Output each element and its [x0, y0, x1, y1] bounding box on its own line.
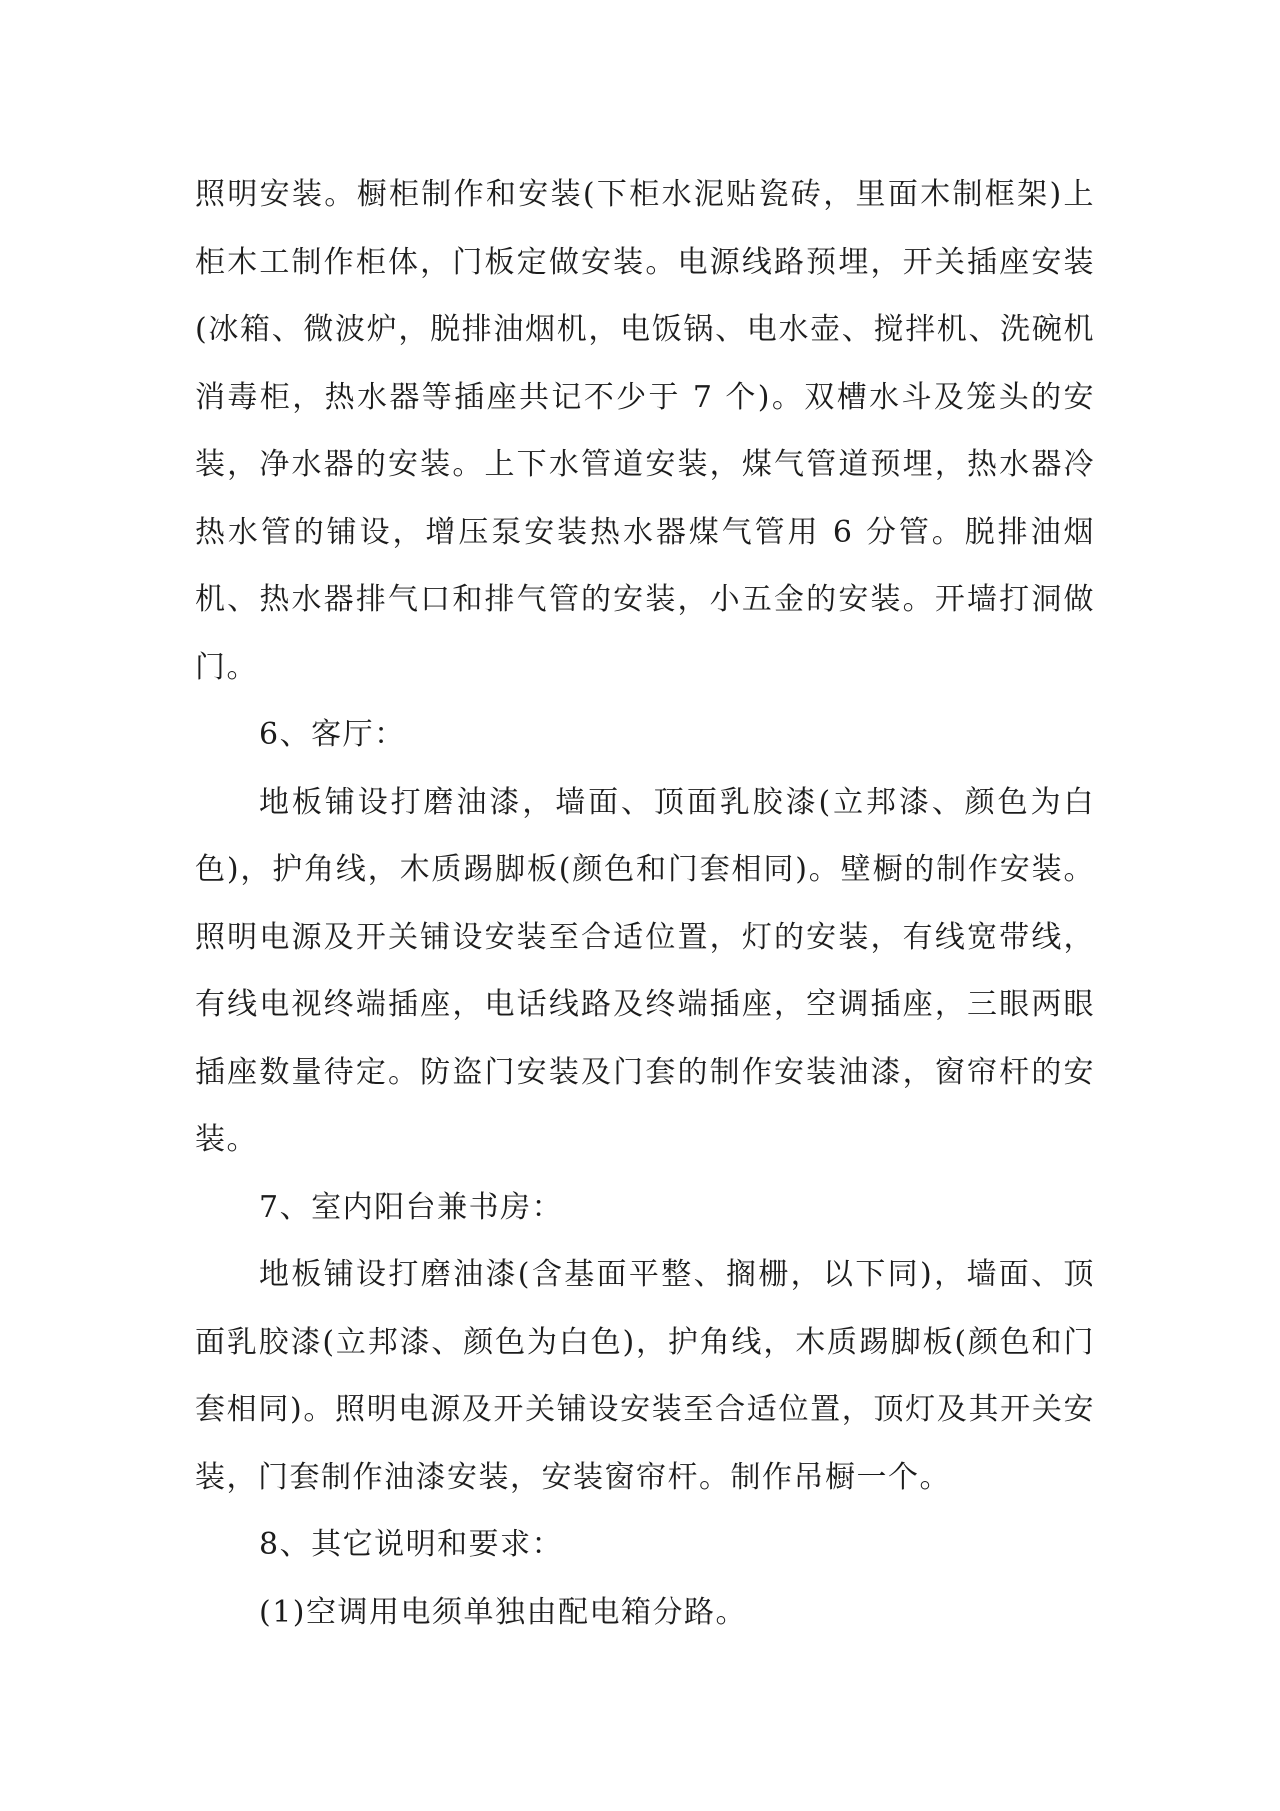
- note-item-1: (1)空调用电须单独由配电箱分路。: [259, 1594, 747, 1630]
- document-page: [195, 161, 1095, 1646]
- section-heading-other-notes: 8、其它说明和要求：: [259, 1527, 564, 1562]
- living-room-paragraph: 地板铺设打磨油漆，墙面、顶面乳胶漆(立邦漆、颜色为白色)，护角线，木质踢脚板(颜色和门套相同)。壁橱的制作安装。照明电源及开关铺设安装至合适位置，灯的安装，有线宽带线，有线电视终端插座，电话线路及终端插座，空调插座，三眼两眼插座数量待定。防盗门安装及门套的制作安装油漆，窗帘杆的安装。: [195, 784, 1095, 1157]
- balcony-study-paragraph: 地板铺设打磨油漆(含基面平整、搁栅，以下同)，墙面、顶面乳胶漆(立邦漆、颜色为白色)，护角线，木质踢脚板(颜色和门套相同)。照明电源及开关铺设安装至合适位置，顶灯及其开关安装，门套制作油漆安装，安装窗帘杆。制作吊橱一个。: [195, 1257, 1095, 1495]
- section-heading-living-room: 6、客厅：: [259, 717, 406, 752]
- section-heading-balcony-study: 7、室内阳台兼书房：: [259, 1189, 564, 1225]
- kitchen-continuation-paragraph: 照明安装。橱柜制作和安装(下柜水泥贴瓷砖，里面木制框架)上柜木工制作柜体，门板定做安装。电源线路预埋，开关插座安装(冰箱、微波炉，脱排油烟机，电饭锅、电水壶、搅拌机、洗碗机消毒柜，热水器等插座共记不少于 7 个)。双槽水斗及笼头的安装，净水器的安装。上下水管道安装，煤气管道预埋，热水器冷热水管的铺设，增压泵安装热水器煤气管用 6 分管。脱排油烟机、热水器排气口和排气管的安装，小五金的安装。开墙打洞做门。: [195, 177, 1095, 685]
